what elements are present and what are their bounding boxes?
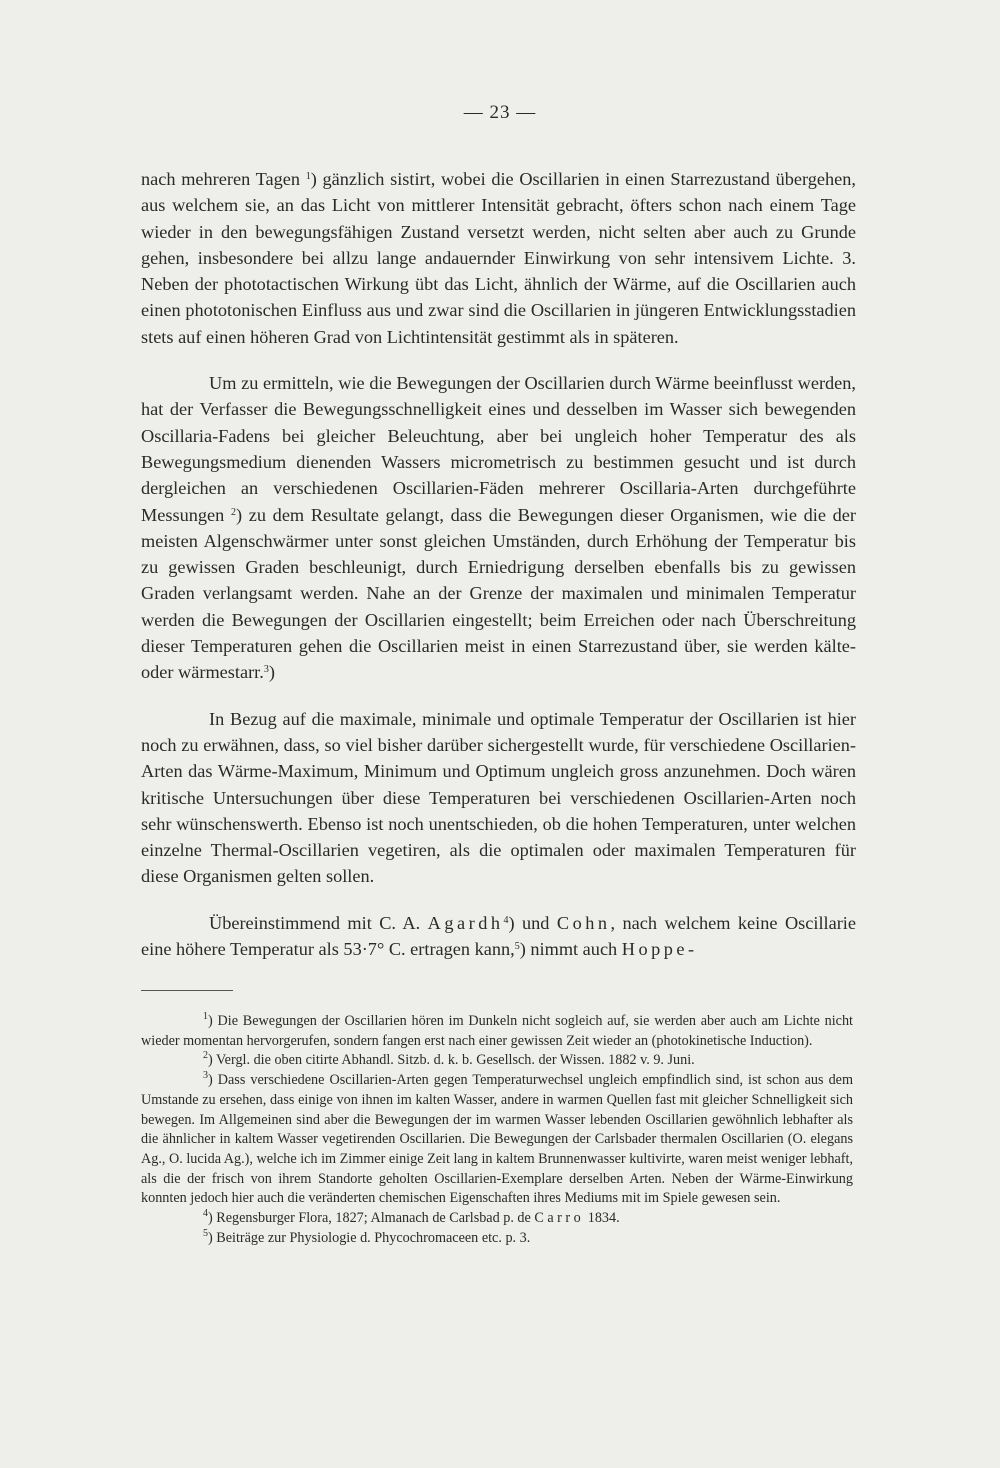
footnote-separator [141, 990, 233, 991]
text-run: ) und [508, 912, 550, 933]
footnote-2 [141, 1051, 853, 1071]
paragraph-3: In Bezug auf die maximale, minimale und optimale Temperatur der Oscillarien ist hier noch zu erwähnen, dass, so viel bisher darüber sichergestellt wurde, für verschiedene Oscillarien-Arten das Wärme-Maximum, Minimum und Optimum ungleich gross anzunehmen. Doch wären kritische Untersuchungen über diese Temperaturen bei verschiedenen Oscillarien-Arten noch sehr wünschenswerth. Ebenso ist noch unentschieden, ob die hohen Temperaturen, unter welchen einzelne Thermal-Oscillarien vegetiren, als die optimalen oder maximalen Temperaturen für diese Organismen gelten sollen. [141, 708, 856, 887]
footnote-ref-5: 5 [514, 941, 520, 953]
body-text [141, 166, 856, 982]
footnote-ref-4: 4 [503, 914, 509, 926]
text-run: ) [268, 662, 275, 683]
paragraph-2 [141, 370, 856, 686]
text-run: Um zu ermitteln, wie die Bewegungen der Oscillarien durch Wärme beeinflusst werden, hat der Verfasser die Bewegungsschnelligkeit eines und desselben im Wasser sich bewegenden Oscillaria-Fadens bei gleicher Beleuchtung, aber bei ungleich hoher Temperatur des als Bewegungsmedium dienenden Wassers micrometrisch zu bestimmen gesucht und ist durch dergleichen an verschiedenen Oscillarien-Fäden mehrerer Oscillaria-Arten durchgeführte Messungen [141, 373, 856, 525]
text-run: nach mehreren Tagen [141, 169, 300, 189]
footnotes [141, 1012, 853, 1248]
footnote-mark: 4 [203, 1208, 208, 1220]
footnote-mark: 1 [203, 1011, 208, 1022]
paragraph-1 [141, 166, 856, 350]
footnote-mark: 2 [203, 1050, 208, 1062]
footnote-text: ) Beiträge zur Physiologie d. Phycochromaceen etc. p. 3. [208, 1229, 531, 1246]
footnote-text: ) Dass verschiedene Oscillarien-Arten gegen Temperaturwechsel ungleich empfindlich sind, ist schon aus dem Umstande zu ersehen, dass einige von ihnen im kalten Wasser, andere in warmen Quellen fast mit gleicher Schnelligkeit sich bewegen. Im Allgemeinen sind aber die Bewegungen der im warmen Wasser lebenden Oscillarien gewöhnlich lebhafter als die ähnlicher in kaltem Wasser vegetirenden Oscillarien. Die Bewegungen der Carlsbader thermalen Oscillarien (O. elegans Ag., O. lucida Ag.), welche ich im Zimmer einige Zeit lang in kaltem Brunnenwasser kultivirte, waren meist weniger lebhaft, als die der frisch von ihrem Standorte geholten Oscillarien-Exemplare derselben Arten. Neben der Wärme-Einwirkung konnten jedoch hier auch die veränderten chemischen Eigenschaften ihres Mediums mit im Spiele gewesen sein. [141, 1072, 853, 1207]
footnote-mark: 3 [203, 1070, 208, 1082]
author-carro: Carro [534, 1210, 585, 1227]
author-hoppe: Hoppe- [621, 939, 698, 960]
footnote-4 [141, 1209, 853, 1229]
footnote-5 [141, 1229, 853, 1249]
author-agardh: Agardh [427, 912, 504, 933]
footnote-text: 1834. [587, 1210, 620, 1227]
author-cohn: Cohn [556, 912, 611, 933]
footnote-1 [141, 1012, 853, 1051]
paragraph-4 [141, 910, 856, 963]
text-run: ) gänzlich sistirt, wobei die Oscillarien in einen Starrezustand übergehen, aus welchem sie, an das Licht von mittlerer Intensität gebracht, öfters schon nach einem Tage wieder in den bewegungsfähigen Zustand versetzt werden, nicht selten aber auch zu Grunde gehen, insbesondere bei allzu lange andauernder Einwirkung von sehr intensivem Lichte. 3. Neben der phototactischen Wirkung übt das Licht, ähnlich der Wärme, auf die Oscillarien auch einen phototonischen Einfluss aus und zwar sind die Oscillarien in jüngeren Entwicklungsstadien stets auf einen höheren Grad von Lichtintensität gestimmt als in späteren. [141, 169, 856, 347]
text-run: , nach welchem keine Oscillarie eine höhere Temperatur als 53·7° C. ertragen kann, [141, 912, 857, 960]
footnote-text: ) Regensburger Flora, 1827; Almanach de Carlsbad p. de [208, 1210, 531, 1227]
footnote-text: ) Die Bewegungen der Oscillarien hören im Dunkeln nicht sogleich auf, sie werden aber auch am Lichte nicht wieder momentan hervorgerufen, sondern fangen erst nach einer gewissen Zeit wieder an (photokinetische Induction). [141, 1013, 853, 1049]
footnote-mark: 5 [203, 1227, 208, 1239]
page-number: — 23 — [463, 102, 537, 123]
footnote-ref-3: 3 [263, 664, 269, 676]
footnote-ref-2: 2 [230, 506, 236, 518]
footnote-3 [141, 1071, 853, 1209]
footnote-ref-1: 1 [305, 171, 311, 182]
footnote-text: ) Vergl. die oben citirte Abhandl. Sitzb. d. k. b. Gesellsch. der Wissen. 1882 v. 9. Juni. [208, 1052, 695, 1069]
text-run: Übereinstimmend mit C. A. [209, 912, 421, 933]
text-run: ) nimmt auch [519, 939, 618, 960]
text-run: ) zu dem Resultate gelangt, dass die Bewegungen dieser Organismen, wie die der meisten Algenschwärmer unter sonst gleichen Umständen, durch Erhöhung der Temperatur bis zu gewissen Graden beschleunigt, durch Erniedrigung derselben ebenfalls bis zu gewissen Graden verlangsamt werden. Nahe an der Grenze der maximalen und minimalen Temperatur werden die Bewegungen der Oscillarien eingestellt; beim Erreichen oder nach Überschreitung dieser Temperaturen gehen die Oscillarien meist in einen Starrezustand über, sie werden kälte- oder wärmestarr. [141, 504, 856, 683]
